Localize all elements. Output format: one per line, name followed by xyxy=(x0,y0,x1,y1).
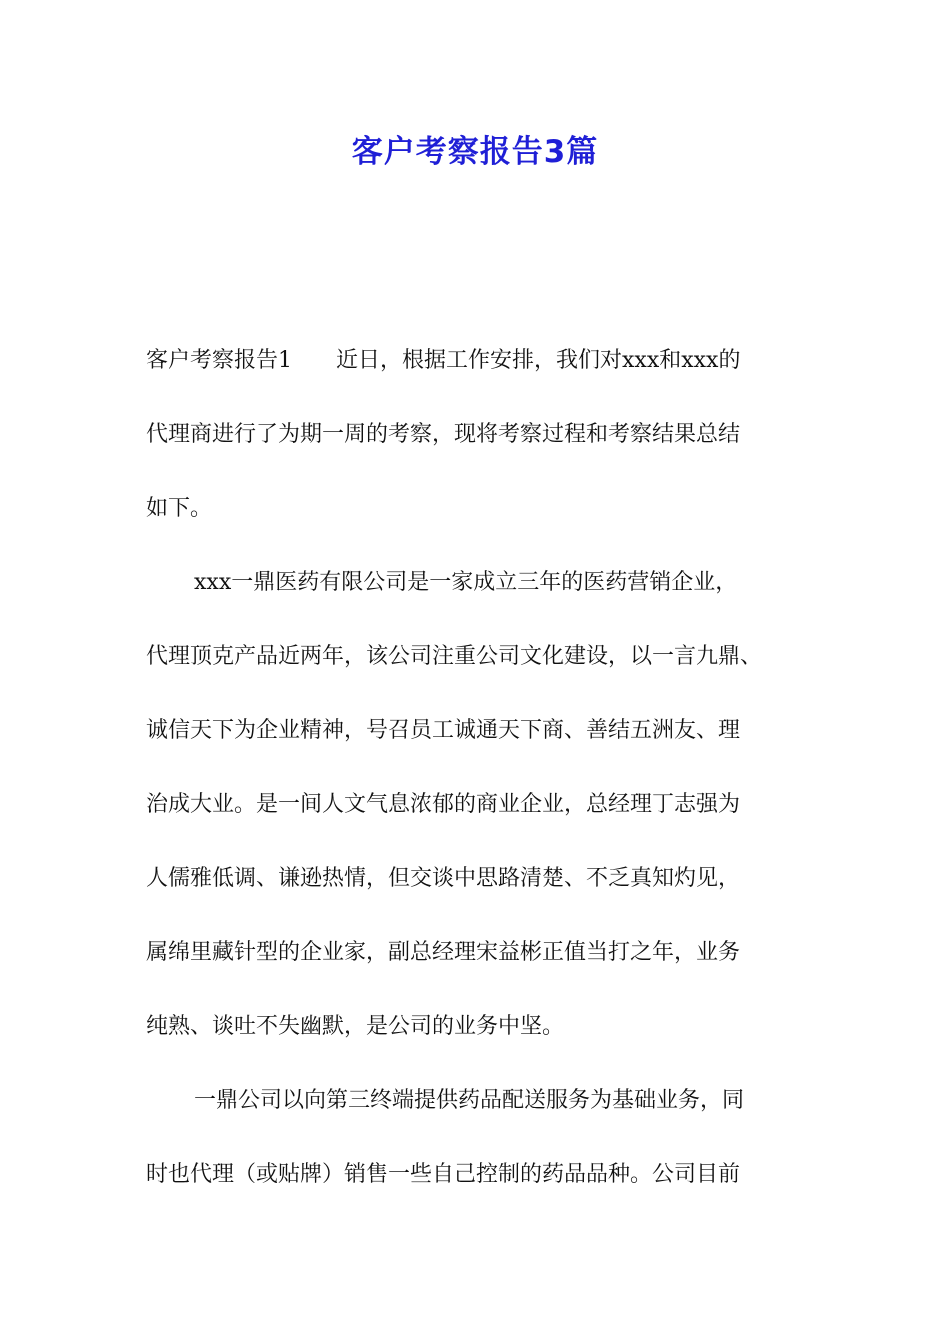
section-heading: 客户考察报告1 xyxy=(146,348,292,373)
document-body xyxy=(146,339,814,1227)
paragraph-line: xxx一鼎医药有限公司是一家成立三年的医药营销企业， xyxy=(194,570,738,595)
paragraph-line: 一鼎公司以向第三终端提供药品配送服务为基础业务，同 xyxy=(194,1088,745,1113)
paragraph-line: 纯熟、谈吐不失幽默，是公司的业务中坚。 xyxy=(146,1014,565,1039)
paragraph-line xyxy=(146,339,814,413)
paragraph-line: 时也代理（或贴牌）销售一些自己控制的药品品种。公司目前 xyxy=(146,1162,741,1187)
paragraph-line: 治成大业。是一间人文气息浓郁的商业企业，总经理丁志强为 xyxy=(146,792,741,817)
paragraph-line: 代理商进行了为期一周的考察，现将考察过程和考察结果总结 xyxy=(146,422,741,447)
paragraph-text: 近日，根据工作安排，我们对xxx和xxx的 xyxy=(336,348,741,373)
document-title: 客户考察报告3篇 xyxy=(351,134,599,170)
paragraph-line: 如下。 xyxy=(146,496,213,521)
paragraph-line: 代理顶克产品近两年，该公司注重公司文化建设，以一言九鼎、 xyxy=(146,644,763,669)
paragraph-line: 人儒雅低调、谦逊热情，但交谈中思路清楚、不乏真知灼见， xyxy=(146,866,741,891)
paragraph-line: 诚信天下为企业精神，号召员工诚通天下商、善结五洲友、理 xyxy=(146,718,741,743)
paragraph-line: 属绵里藏针型的企业家，副总经理宋益彬正值当打之年，业务 xyxy=(146,940,741,965)
